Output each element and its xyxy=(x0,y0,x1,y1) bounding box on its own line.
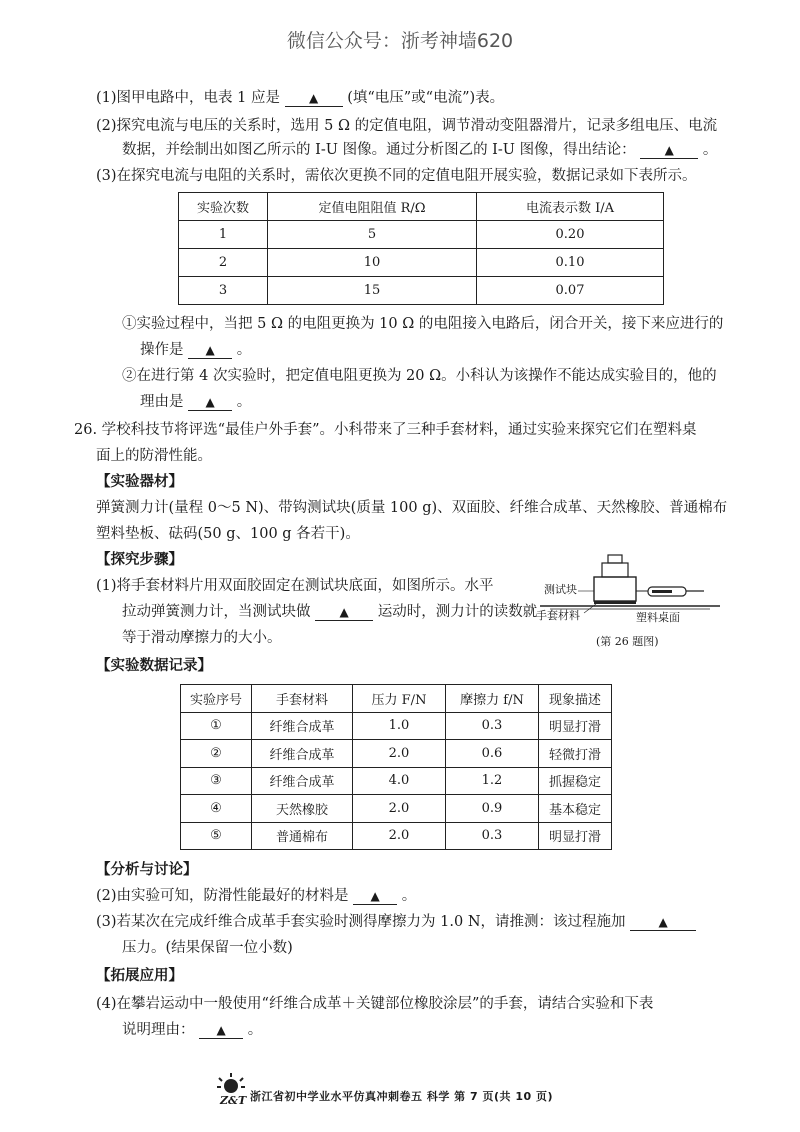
table-cell: 纤维合成革 xyxy=(252,767,353,795)
q25-part3: (3)在探究电流与电阻的关系时，需依次更换不同的定值电阻开展实验，数据记录如下表所示。 xyxy=(96,168,697,184)
glove-friction-table xyxy=(180,684,612,850)
table-cell: 15 xyxy=(268,277,477,305)
table-cell: 纤维合成革 xyxy=(252,740,353,768)
table-cell: 0.9 xyxy=(446,795,539,823)
table-cell: 4.0 xyxy=(353,767,446,795)
table-row xyxy=(179,221,664,249)
table-cell: 5 xyxy=(268,221,477,249)
section-heading-data: 【实验数据记录】 xyxy=(96,657,212,674)
table-header: 摩擦力 f/N xyxy=(446,685,539,713)
answer-blank: ▲ xyxy=(630,914,696,931)
answer-blank: ▲ xyxy=(199,1022,243,1039)
q25-sub1-line2: 操作是 ▲ 。 xyxy=(140,342,252,358)
table-cell: 2 xyxy=(179,249,268,277)
table-cell: 天然橡胶 xyxy=(252,795,353,823)
table-cell: 抓握稳定 xyxy=(539,767,612,795)
q25-part1: (1)图甲电路中，电表 1 应是 ▲ (填“电压”或“电流”)表。 xyxy=(96,90,505,106)
table-cell: 2.0 xyxy=(353,740,446,768)
section-heading-steps: 【探究步骤】 xyxy=(96,551,183,568)
table-cell: 2.0 xyxy=(353,822,446,850)
table-row xyxy=(181,740,612,768)
table-row xyxy=(181,712,612,740)
section-heading-analysis: 【分析与讨论】 xyxy=(96,861,198,878)
table-cell: 0.3 xyxy=(446,822,539,850)
table-cell: 纤维合成革 xyxy=(252,712,353,740)
answer-blank: ▲ xyxy=(285,90,343,107)
step1-line1: (1)将手套材料片用双面胶固定在测试块底面，如图所示。水平 xyxy=(96,578,494,594)
table-cell: 3 xyxy=(179,277,268,305)
table-cell: ① xyxy=(181,712,252,740)
extension-q4-line1: (4)在攀岩运动中一般使用“纤维合成革＋关键部位橡胶涂层”的手套，请结合实验和下表 xyxy=(96,996,654,1012)
table-cell: 1.2 xyxy=(446,767,539,795)
q25-sub2-line2: 理由是 ▲ 。 xyxy=(140,394,252,410)
q26-intro-line2: 面上的防滑性能。 xyxy=(96,448,212,464)
label-test-block: 测试块 xyxy=(544,583,577,596)
table-cell: ⑤ xyxy=(181,822,252,850)
table-cell: 明显打滑 xyxy=(539,712,612,740)
section-heading-extension: 【拓展应用】 xyxy=(96,967,183,984)
table-header-row xyxy=(181,685,612,713)
table-cell: 0.3 xyxy=(446,712,539,740)
page-footer: 浙江省初中学业水平仿真冲刺卷五 科学 第 7 页(共 10 页) xyxy=(250,1090,553,1103)
table-header: 压力 F/N xyxy=(353,685,446,713)
resistance-data-table xyxy=(178,192,664,305)
friction-setup-figure xyxy=(536,547,740,657)
label-plastic-table: 塑料桌面 xyxy=(636,611,680,624)
logo-text: Z&T xyxy=(220,1094,247,1107)
table-header-row xyxy=(179,193,664,221)
analysis-q3-line2: 压力。(结果保留一位小数) xyxy=(122,940,293,956)
equipment-line1: 弹簧测力计(量程 0～5 N)、带钩测试块(质量 100 g)、双面胶、纤维合成革、天然橡胶、普通棉布 xyxy=(96,500,728,516)
table-cell: 2.0 xyxy=(353,795,446,823)
answer-blank: ▲ xyxy=(188,394,232,411)
table-header: 定值电阻阻值 R/Ω xyxy=(268,193,477,221)
table-cell: 1.0 xyxy=(353,712,446,740)
table-cell: 0.20 xyxy=(477,221,664,249)
section-heading-equipment: 【实验器材】 xyxy=(96,473,183,490)
answer-blank: ▲ xyxy=(640,142,698,159)
table-row xyxy=(179,277,664,305)
table-header: 现象描述 xyxy=(539,685,612,713)
table-row xyxy=(181,767,612,795)
watermark: 微信公众号：浙考神墙620 xyxy=(286,30,514,52)
table-header: 实验次数 xyxy=(179,193,268,221)
answer-blank: ▲ xyxy=(188,342,232,359)
answer-blank: ▲ xyxy=(353,888,397,905)
q26-intro-line1: 26. 学校科技节将评选“最佳户外手套”。小科带来了三种手套材料，通过实验来探究它们在塑料桌 xyxy=(74,422,697,438)
table-cell: 0.10 xyxy=(477,249,664,277)
step1-line2: 拉动弹簧测力计，当测试块做 ▲ 运动时，测力计的读数就 xyxy=(122,604,538,620)
extension-q4-line2: 说明理由： ▲ 。 xyxy=(122,1022,263,1038)
publisher-logo xyxy=(214,1072,248,1112)
q25-sub1-line1: ①实验过程中，当把 5 Ω 的电阻更换为 10 Ω 的电阻接入电路后，闭合开关，接下来应进行的 xyxy=(122,316,724,332)
table-header: 实验序号 xyxy=(181,685,252,713)
q25-part2-line1: (2)探究电流与电压的关系时，选用 5 Ω 的定值电阻，调节滑动变阻器滑片，记录多组电压、电流 xyxy=(96,118,718,134)
analysis-q2: (2)由实验可知，防滑性能最好的材料是 ▲ 。 xyxy=(96,888,417,904)
figure-caption: (第 26 题图) xyxy=(596,635,659,648)
q25-part2-line2: 数据，并绘制出如图乙所示的 I-U 图像。通过分析图乙的 I-U 图像，得出结论： ▲ 。 xyxy=(122,142,718,158)
table-cell: 普通棉布 xyxy=(252,822,353,850)
q25-sub2-line1: ②在进行第 4 次实验时，把定值电阻更换为 20 Ω。小科认为该操作不能达成实验目的，他的 xyxy=(122,368,717,384)
table-cell: ③ xyxy=(181,767,252,795)
table-cell: 轻微打滑 xyxy=(539,740,612,768)
table-cell: 0.6 xyxy=(446,740,539,768)
table-cell: ② xyxy=(181,740,252,768)
label-glove-material: 手套材料 xyxy=(536,609,580,622)
equipment-line2: 塑料垫板、砝码(50 g、100 g 各若干)。 xyxy=(96,526,360,542)
table-cell: ④ xyxy=(181,795,252,823)
table-row xyxy=(181,822,612,850)
table-header: 电流表示数 I/A xyxy=(477,193,664,221)
table-header: 手套材料 xyxy=(252,685,353,713)
analysis-q3-line1: (3)若某次在完成纤维合成革手套实验时测得摩擦力为 1.0 N，请推测：该过程施加 ▲ xyxy=(96,912,696,932)
table-cell: 明显打滑 xyxy=(539,822,612,850)
table-cell: 1 xyxy=(179,221,268,249)
table-cell: 0.07 xyxy=(477,277,664,305)
answer-blank: ▲ xyxy=(315,604,373,621)
step1-line3: 等于滑动摩擦力的大小。 xyxy=(122,630,282,646)
table-row xyxy=(179,249,664,277)
table-row xyxy=(181,795,612,823)
table-cell: 基本稳定 xyxy=(539,795,612,823)
table-cell: 10 xyxy=(268,249,477,277)
